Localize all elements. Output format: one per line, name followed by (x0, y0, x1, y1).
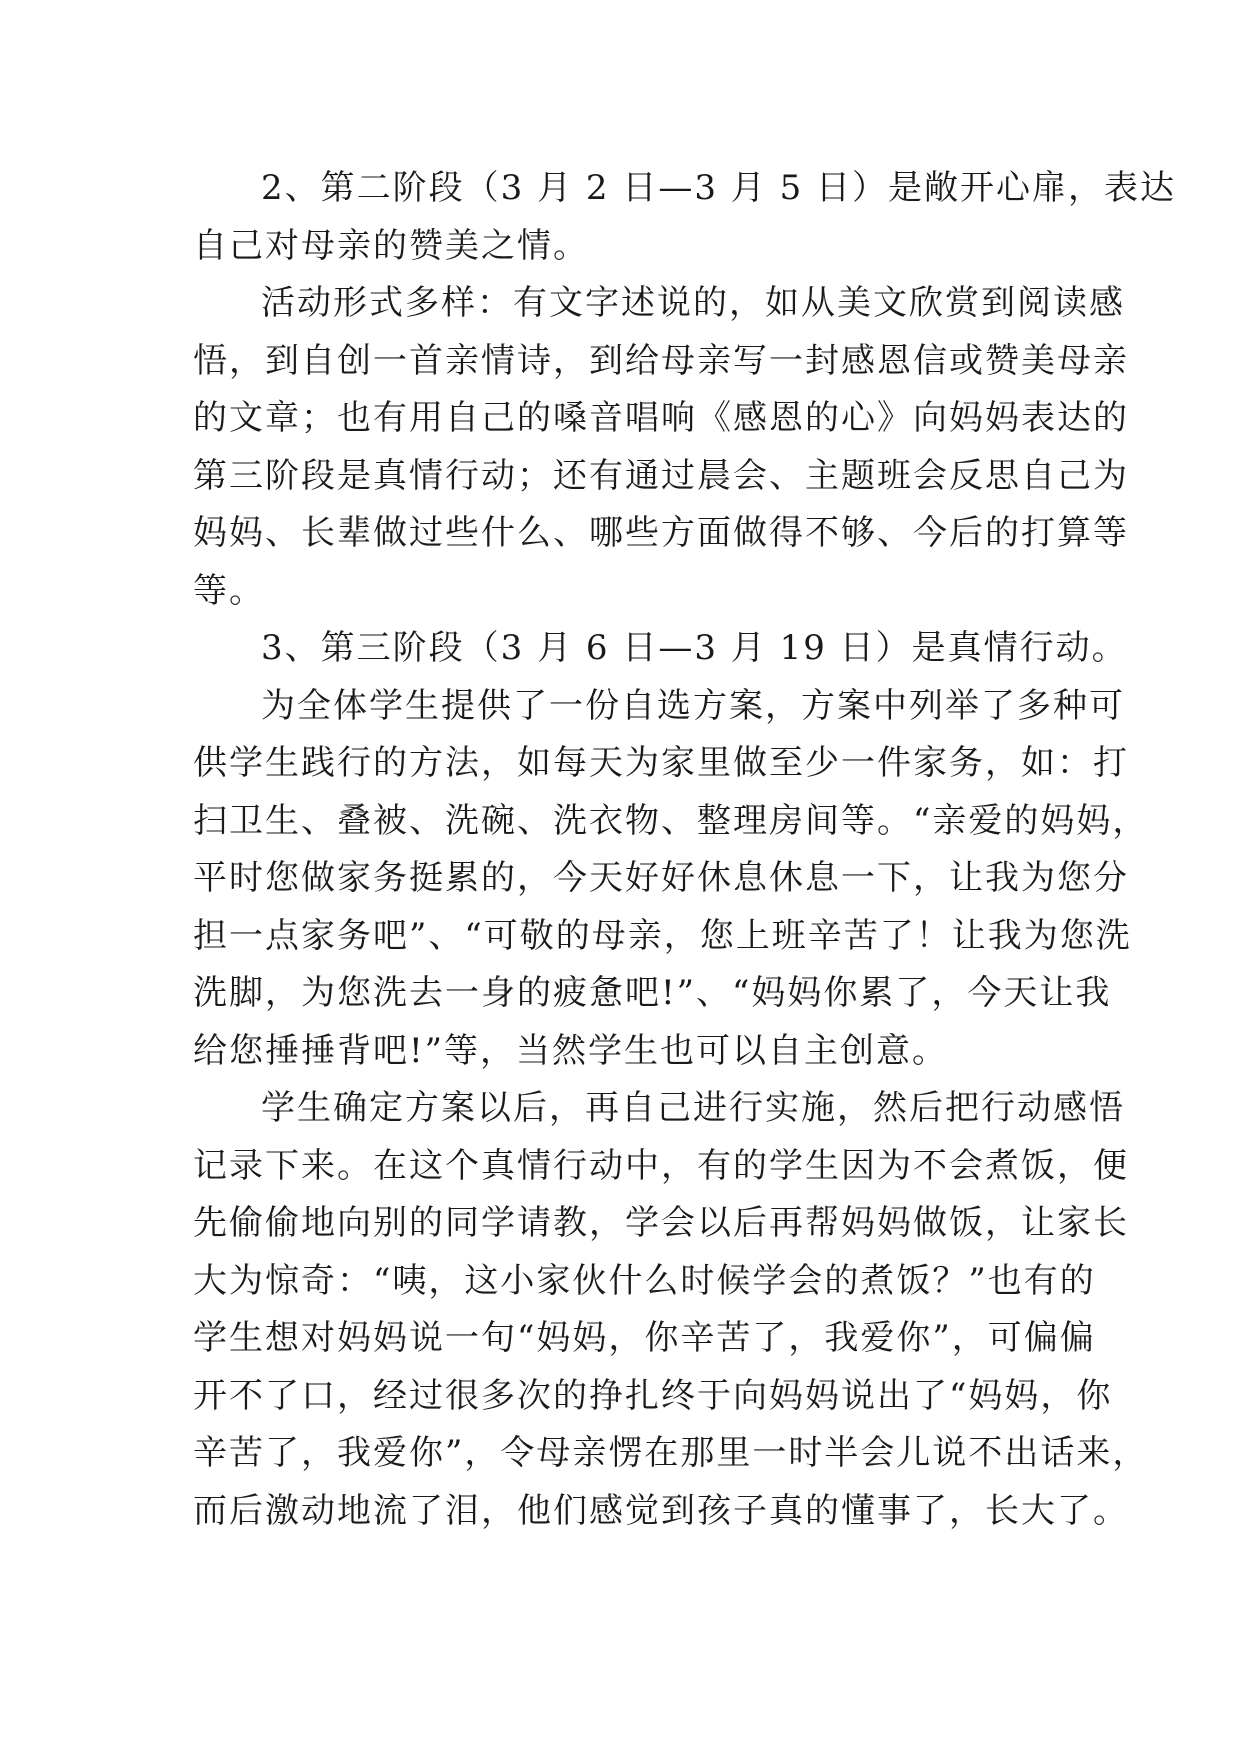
text-line: 扫卫生、叠被、洗碗、洗衣物、整理房间等。“亲爱的妈妈， (193, 800, 1149, 841)
text-line: 自己对母亲的赞美之情。 (193, 225, 589, 266)
text-line: 学生想对妈妈说一句“妈妈，你辛苦了，我爱你”，可偏偏 (193, 1318, 1096, 1358)
text-line: 3、第三阶段（3 月 6 日—3 月 19 日）是真情行动。 (261, 628, 1128, 668)
text-line: 学生确定方案以后，再自己进行实施，然后把行动感悟 (261, 1088, 1125, 1128)
text-line: 洗脚，为您洗去一身的疲惫吧!”、“妈妈你累了，今天让我 (193, 973, 1112, 1013)
text-line: 辛苦了，我爱你”，令母亲愣在那里一时半会儿说不出话来， (193, 1433, 1149, 1473)
text-line: 大为惊奇：“咦，这小家伙什么时候学会的煮饭？”也有的 (193, 1260, 1096, 1301)
text-line: 2、第二阶段（3 月 2 日—3 月 5 日）是敞开心扉，表达 (261, 168, 1177, 208)
text-line: 活动形式多样：有文字述说的，如从美文欣赏到阅读感 (261, 283, 1125, 323)
text-line: 等。 (193, 570, 265, 611)
text-line: 供学生践行的方法，如每天为家里做至少一件家务，如：打 (193, 743, 1129, 783)
text-line: 而后激动地流了泪，他们感觉到孩子真的懂事了，长大了。 (193, 1490, 1129, 1531)
text-line: 平时您做家务挺累的，今天好好休息休息一下，让我为您分 (193, 858, 1129, 898)
text-line: 的文章；也有用自己的嗓音唱响《感恩的心》向妈妈表达的 (193, 398, 1129, 438)
text-line: 担一点家务吧”、“可敬的母亲，您上班辛苦了！让我为您洗 (193, 915, 1132, 956)
text-line: 给您捶捶背吧!”等，当然学生也可以自主创意。 (193, 1030, 949, 1071)
text-line: 记录下来。在这个真情行动中，有的学生因为不会煮饭，便 (193, 1145, 1129, 1186)
text-line: 开不了口，经过很多次的挣扎终于向妈妈说出了“妈妈，你 (193, 1375, 1113, 1416)
text-line: 先偷偷地向别的同学请教，学会以后再帮妈妈做饭，让家长 (193, 1203, 1129, 1243)
document-body (193, 160, 1177, 1540)
text-line: 悟，到自创一首亲情诗，到给母亲写一封感恩信或赞美母亲 (193, 340, 1129, 381)
text-line: 妈妈、长辈做过些什么、哪些方面做得不够、今后的打算等 (193, 513, 1129, 553)
text-line: 为全体学生提供了一份自选方案，方案中列举了多种可 (261, 685, 1125, 726)
text-line: 第三阶段是真情行动；还有通过晨会、主题班会反思自己为 (193, 455, 1129, 496)
